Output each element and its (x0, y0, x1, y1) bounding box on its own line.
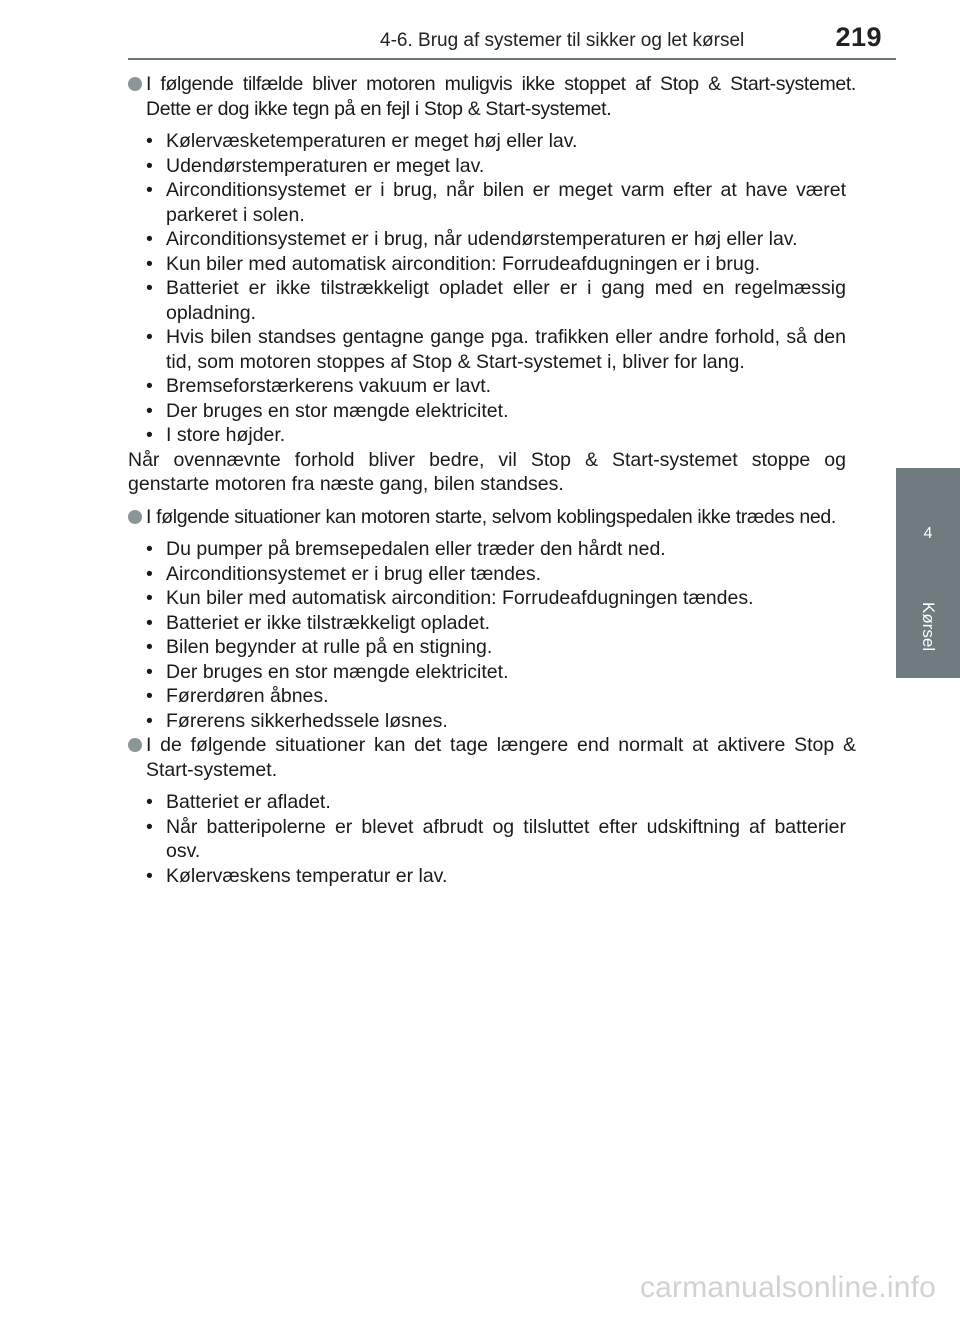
list-item: • Førerens sikkerhedssele løsnes. (146, 709, 448, 732)
situation-list (128, 537, 856, 733)
condition-list (128, 129, 856, 448)
bullet-dot-icon: • (146, 660, 153, 683)
header-divider (128, 58, 896, 60)
bullet-dot-icon: • (146, 277, 153, 299)
note-text: I følgende tilfælde bliver motoren muligvis ikke stoppet af Stop & Start-systemet. Dette er dog ikke tegn på en fejl i Stop & Start-systemet. (146, 73, 856, 120)
bullet-dot-icon: • (146, 864, 153, 887)
chapter-label: Kørsel (919, 602, 938, 652)
page-content (128, 72, 856, 896)
list-item: • Batteriet er ikke tilstrækkeligt opladet eller er i gang med en regelmæssig opladning. (146, 277, 846, 324)
bullet-dot-icon: • (146, 538, 153, 560)
bullet-dot-icon: • (146, 252, 153, 275)
list-item: • Batteriet er ikke tilstrækkeligt opladet. (146, 611, 491, 634)
note-item (128, 72, 856, 121)
list-item: • Førerdøren åbnes. (146, 685, 329, 707)
note-followup-text: Når ovennævnte forhold bliver bedre, vil Stop & Start-systemet stoppe og genstarte motoren fra næste gang, bilen standses. (128, 448, 846, 495)
list-item: • Kun biler med automatisk aircondition: Forrudeafdugningen tændes. (146, 587, 754, 609)
list-item: • Der bruges en stor mængde elektricitet. (146, 660, 509, 683)
bullet-dot-icon: • (146, 179, 153, 201)
circle-bullet-icon (128, 77, 142, 91)
note-text: I de følgende situationer kan det tage længere end normalt at aktivere Stop & Start-systemet. (146, 734, 856, 781)
list-item: • Airconditionsystemet er i brug eller tændes. (146, 562, 542, 585)
page-number: 219 (835, 22, 882, 52)
list-item: • Når batteripolerne er blevet afbrudt og tilsluttet efter udskiftning af batterier osv. (146, 815, 846, 862)
delay-situation-list (128, 790, 856, 888)
list-item: • Kølervæsketemperaturen er meget høj eller lav. (146, 130, 578, 152)
list-item: • Bilen begynder at rulle på en stigning. (146, 636, 493, 658)
bullet-dot-icon: • (146, 326, 153, 348)
page-header (0, 0, 896, 60)
bullet-dot-icon: • (146, 815, 153, 838)
bullet-dot-icon: • (146, 228, 153, 250)
list-item: • Airconditionsystemet er i brug, når udendørstemperaturen er høj eller lav. (146, 228, 798, 250)
list-item: • Du pumper på bremsepedalen eller træder den hårdt ned. (146, 538, 666, 560)
chapter-number: 4 (923, 525, 933, 542)
list-item: • Airconditionsystemet er i brug, når bilen er meget varm efter at have været parkeret i solen. (146, 179, 846, 226)
bullet-dot-icon: • (146, 424, 153, 446)
note-item (128, 733, 856, 782)
list-item: • Der bruges en stor mængde elektricitet. (146, 399, 509, 422)
bullet-dot-icon: • (146, 375, 153, 397)
list-item: • Hvis bilen standses gentagne gange pga. trafikken eller andre forhold, så den tid, som motoren stoppes af Stop & Start-systemet i, bliver for lang. (146, 326, 846, 373)
watermark-text: carmanualsonline.info (639, 1271, 936, 1304)
bullet-dot-icon: • (146, 685, 153, 707)
list-item: • Batteriet er afladet. (146, 791, 331, 813)
list-item: • Kølervæskens temperatur er lav. (146, 864, 448, 887)
bullet-dot-icon: • (146, 562, 153, 585)
chapter-tab[interactable] (896, 468, 960, 678)
bullet-dot-icon: • (146, 130, 153, 152)
circle-bullet-icon (128, 738, 142, 752)
list-item: • Bremseforstærkerens vakuum er lavt. (146, 375, 492, 397)
circle-bullet-icon (128, 510, 142, 524)
bullet-dot-icon: • (146, 399, 153, 422)
section-title: 4-6. Brug af systemer til sikker og let kørsel (380, 30, 745, 51)
note-text: I følgende situationer kan motoren starte, selvom koblingspedalen ikke trædes ned. (146, 505, 836, 528)
bullet-dot-icon: • (146, 791, 153, 813)
list-item: • Udendørstemperaturen er meget lav. (146, 154, 485, 177)
bullet-dot-icon: • (146, 587, 153, 609)
bullet-dot-icon: • (146, 611, 153, 634)
list-item: • Kun biler med automatisk aircondition: Forrudeafdugningen er i brug. (146, 252, 761, 275)
bullet-dot-icon: • (146, 154, 153, 177)
bullet-dot-icon: • (146, 709, 153, 732)
list-item: • I store højder. (146, 424, 286, 446)
note-item (128, 505, 856, 530)
bullet-dot-icon: • (146, 636, 153, 658)
